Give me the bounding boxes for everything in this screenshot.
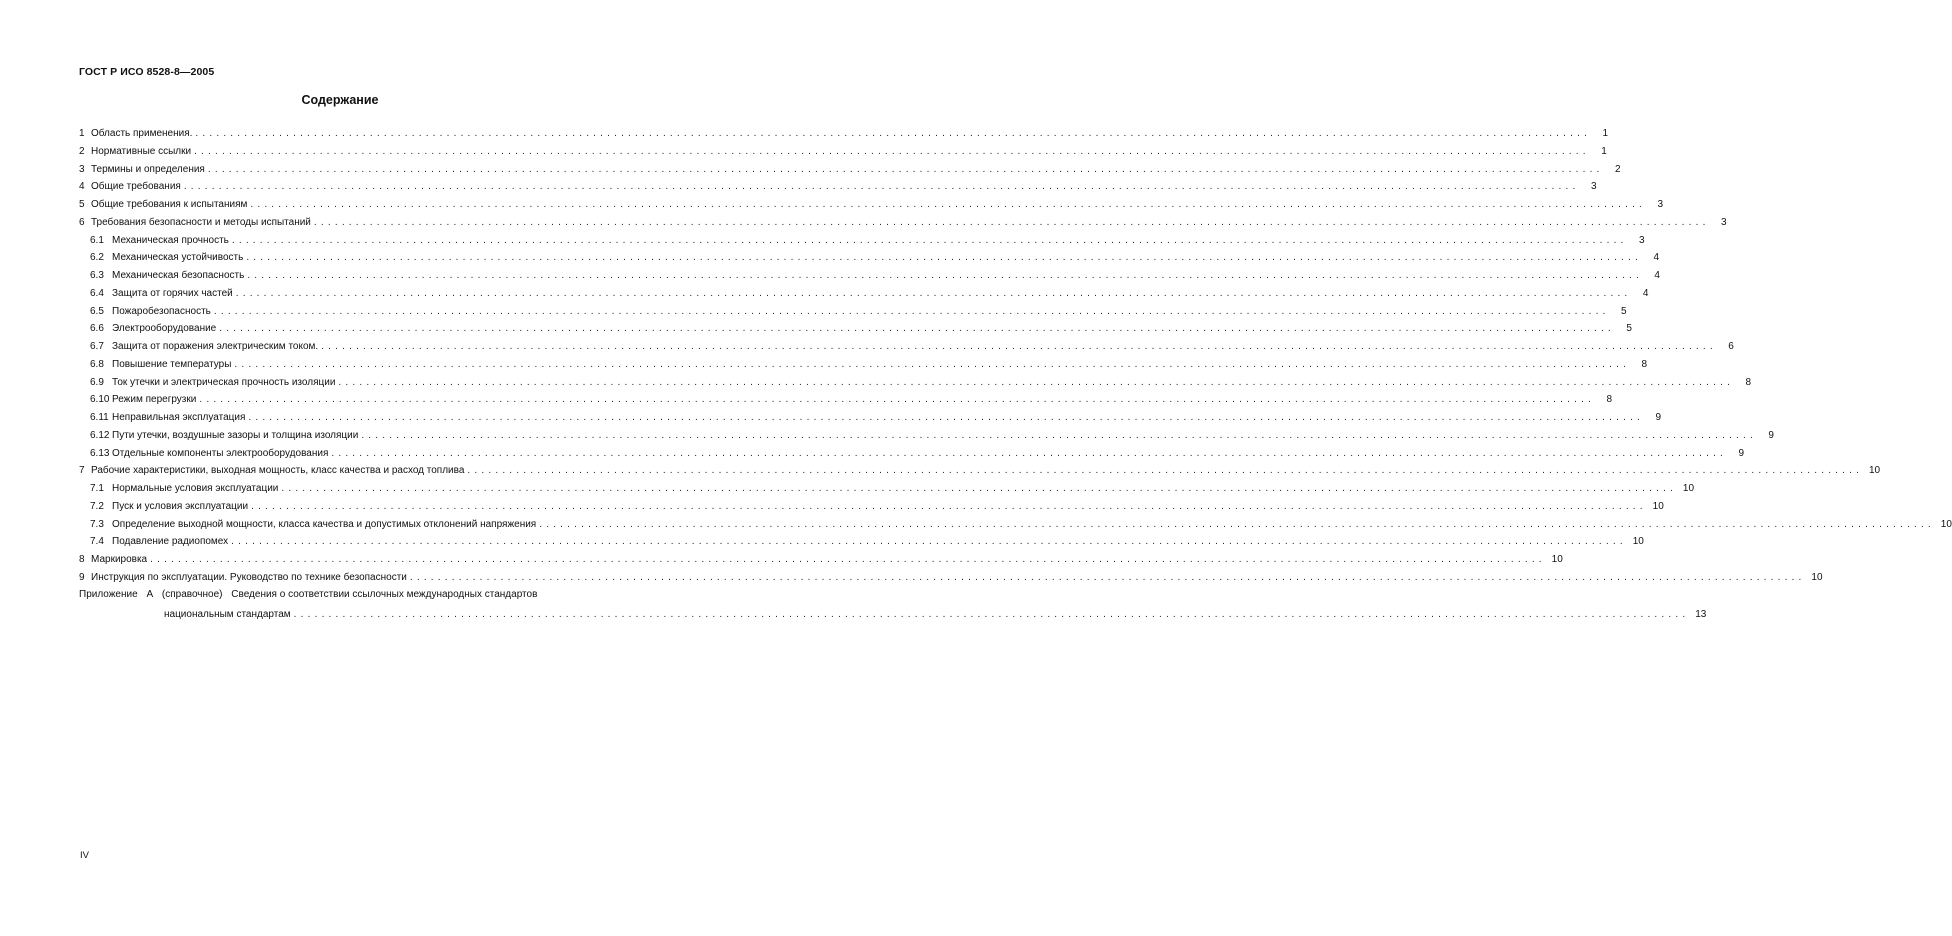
toc-entry-title: Маркировка	[91, 554, 148, 565]
toc-entry-page-number: 8	[1606, 394, 1613, 406]
toc-entry	[79, 571, 1823, 584]
toc-entry-title: Область применения.	[91, 128, 193, 139]
toc-entry-title: Пути утечки, воздушные зазоры и толщина изоляции	[112, 429, 359, 441]
toc-entry-title: Защита от поражения электрическим током.	[112, 341, 319, 352]
toc-entry-page-number: 3	[1638, 234, 1645, 246]
leader-dots: ........................................................................................................................................................................................................	[338, 376, 1735, 388]
toc-entry-title: Требования безопасности и методы испытаний	[91, 216, 311, 228]
toc-entry-page-number: 2	[1614, 163, 1621, 175]
leader-dots: ........................................................................................................................................................................................................	[247, 270, 1643, 281]
toc-entry-number: 6.1	[90, 234, 104, 246]
toc-entry	[90, 305, 1627, 318]
toc-entry-number: 6.6	[90, 323, 104, 335]
toc-entry-page-number: 1	[1602, 128, 1609, 139]
appendix-letter: А	[146, 589, 154, 600]
toc-entry-page-number: 10	[1868, 465, 1881, 477]
toc-entry-number: 1	[79, 128, 85, 139]
toc-entry-number: 2	[79, 145, 85, 157]
toc-entry	[90, 358, 1648, 371]
leader-dots: ........................................................................................................................................................................................................	[194, 145, 1590, 157]
toc-entry-title: Электрооборудование	[112, 323, 217, 335]
toc-entry-number: 3	[79, 163, 85, 175]
toc-entry-page-number: 5	[1620, 305, 1627, 317]
toc-entry	[90, 251, 1659, 264]
toc-entry-title: Защита от горячих частей	[112, 287, 233, 299]
toc-entry-number: 6.7	[90, 341, 104, 352]
toc-entry	[90, 287, 1649, 300]
toc-entry-number: 7.3	[90, 518, 104, 530]
toc-entry-number: 8	[79, 554, 85, 565]
toc-entry-number: 6.3	[90, 270, 104, 281]
toc-entry	[79, 216, 1727, 229]
toc-entry-title: Общие требования	[91, 181, 181, 193]
toc-entry	[79, 163, 1621, 176]
leader-dots: ........................................................................................................................................................................................................	[213, 305, 1610, 317]
leader-dots: ........................................................................................................................................................................................................	[467, 465, 1864, 477]
toc-entry-page-number: 10	[1682, 483, 1695, 494]
toc-entry-page-number: 9	[1768, 429, 1774, 441]
toc-entry-page-number: 10	[1811, 571, 1823, 583]
appendix-kind: (справочное)	[161, 589, 223, 600]
toc-entry-page-number: 1	[1601, 145, 1607, 157]
toc-entry-title: Механическая прочность	[112, 234, 229, 246]
toc-entry-number: 6.10	[90, 394, 110, 406]
toc-entry	[90, 500, 1664, 513]
toc-entry-number: 6.13	[90, 447, 110, 459]
leader-dots: ........................................................................................................................................................................................................	[321, 341, 1717, 352]
toc-entry-page-number: 5	[1626, 323, 1632, 335]
toc-entry-title: Подавление радиопомех	[112, 536, 229, 548]
toc-entry-page-number: 3	[1590, 181, 1597, 193]
appendix-entry-line2	[164, 608, 1707, 621]
toc-entry-page-number: 9	[1655, 412, 1662, 423]
toc-entry-title: Механическая устойчивость	[112, 252, 244, 264]
toc-entry-page-number: 4	[1654, 270, 1660, 281]
toc-entry	[90, 411, 1662, 424]
toc-entry-title: Термины и определения	[91, 163, 205, 175]
toc-entry-number: 7.2	[90, 500, 104, 512]
toc-entry	[79, 145, 1607, 158]
leader-dots: ........................................................................................................................................................................................................	[234, 358, 1631, 370]
toc-entry-number: 7.1	[90, 483, 104, 494]
toc-entry-title: Неправильная эксплуатация	[112, 412, 246, 423]
appendix-entry	[79, 588, 543, 601]
toc-entry-page-number: 8	[1745, 376, 1752, 388]
leader-dots: ........................................................................................................................................................................................................	[539, 518, 1935, 530]
toc-entry-number: 5	[79, 199, 85, 210]
leader-dots: ........................................................................................................................................................................................................	[235, 287, 1632, 299]
toc-entry-title: Пуск и условия эксплуатации	[112, 500, 249, 512]
leader-dots: ........................................................................................................................................................................................................	[409, 571, 1806, 583]
toc-entry-page-number: 8	[1641, 358, 1648, 370]
toc-entry	[90, 429, 1774, 442]
toc-entry-page-number: 10	[1940, 518, 1952, 530]
toc-entry-title: Механическая безопасность	[112, 270, 245, 281]
toc-entry	[79, 198, 1664, 211]
toc-entry-number: 6.12	[90, 429, 110, 441]
toc-entry-title: Отдельные компоненты электрооборудования	[112, 447, 329, 459]
toc-entry-page-number: 10	[1652, 500, 1664, 512]
toc-entry-page-number: 4	[1653, 252, 1659, 264]
toc-entry-title: Рабочие характеристики, выходная мощность, класс качества и расход топлива	[91, 465, 465, 477]
leader-dots: ........................................................................................................................................................................................................	[293, 609, 1690, 620]
appendix-label: Приложение	[79, 589, 138, 600]
toc-entry	[90, 376, 1752, 389]
toc-entry	[90, 482, 1695, 495]
leader-dots: ........................................................................................................................................................................................................	[231, 536, 1627, 548]
toc-entry-page-number: 10	[1551, 554, 1563, 565]
leader-dots: ........................................................................................................................................................................................................	[150, 554, 1546, 565]
leader-dots: ........................................................................................................................................................................................................	[361, 429, 1757, 441]
leader-dots: ........................................................................................................................................................................................................	[199, 394, 1596, 406]
toc-entry-title: Общие требования к испытаниям	[91, 199, 248, 210]
toc-entry	[90, 340, 1734, 353]
toc-entry-number: 6	[79, 216, 85, 228]
toc-entry-number: 7	[79, 465, 85, 477]
leader-dots: ........................................................................................................................................................................................................	[331, 447, 1728, 459]
leader-dots: ........................................................................................................................................................................................................	[183, 181, 1580, 193]
toc-entry	[90, 234, 1645, 247]
toc-entry-number: 6.9	[90, 376, 104, 388]
page-number-footer: IV	[80, 850, 89, 861]
toc-entry-title: Определение выходной мощности, класса качества и допустимых отклонений напряжения	[112, 518, 537, 530]
toc-entry-title: Ток утечки и электрическая прочность изоляции	[112, 376, 336, 388]
toc-entry-number: 9	[79, 571, 85, 583]
toc-entry-page-number: 6	[1728, 341, 1734, 352]
document-code: ГОСТ Р ИСО 8528-8—2005	[79, 66, 215, 78]
toc-entry	[79, 553, 1563, 566]
toc-entry-number: 7.4	[90, 536, 104, 548]
toc-entry-page-number: 4	[1642, 287, 1649, 299]
toc-entry-title: Повышение температуры	[112, 358, 232, 370]
toc-entry	[79, 180, 1597, 193]
appendix-title-line1: Сведения о соответствии ссылочных международных стандартов	[231, 589, 538, 600]
toc-entry-page-number: 3	[1657, 199, 1664, 210]
toc-entry	[79, 464, 1881, 477]
toc-entry	[90, 269, 1660, 282]
toc-entry-number: 6.5	[90, 305, 104, 317]
leader-dots: ........................................................................................................................................................................................................	[207, 163, 1604, 175]
toc-entry-page-number: 3	[1721, 216, 1727, 228]
toc-entry-title: Режим перегрузки	[112, 394, 197, 406]
toc-entry	[90, 447, 1745, 460]
toc-entry	[90, 518, 1952, 531]
toc-entry	[90, 535, 1644, 548]
toc-entry-title: Нормальные условия эксплуатации	[112, 483, 279, 494]
leader-dots: ........................................................................................................................................................................................................	[281, 483, 1678, 494]
appendix-page-number: 13	[1695, 609, 1707, 620]
appendix-title-line2: национальным стандартам	[164, 609, 291, 620]
toc-entry	[79, 127, 1609, 140]
leader-dots: ........................................................................................................................................................................................................	[248, 412, 1645, 423]
toc-entry-page-number: 10	[1632, 536, 1644, 548]
toc-entry-title: Нормативные ссылки	[91, 145, 192, 157]
toc-entry-number: 6.11	[90, 412, 109, 423]
page-title: Содержание	[301, 93, 379, 107]
leader-dots: ........................................................................................................................................................................................................	[219, 323, 1615, 335]
leader-dots: ........................................................................................................................................................................................................	[231, 234, 1628, 246]
toc-entry-title: Пожаробезопасность	[112, 305, 211, 317]
toc-entry-number: 4	[79, 181, 85, 193]
leader-dots: ........................................................................................................................................................................................................	[251, 500, 1647, 512]
toc-entry-number: 6.4	[90, 287, 104, 299]
toc-entry-title: Инструкция по эксплуатации. Руководство по технике безопасности	[91, 571, 407, 583]
toc-entry	[90, 322, 1632, 335]
toc-entry-page-number: 9	[1738, 447, 1745, 459]
leader-dots: ........................................................................................................................................................................................................	[195, 128, 1592, 139]
toc-entry-number: 6.8	[90, 358, 104, 370]
leader-dots: ........................................................................................................................................................................................................	[250, 199, 1647, 210]
toc-entry	[90, 393, 1613, 406]
leader-dots: ........................................................................................................................................................................................................	[313, 216, 1710, 228]
leader-dots: ........................................................................................................................................................................................................	[246, 252, 1642, 264]
toc-entry-number: 6.2	[90, 252, 104, 264]
